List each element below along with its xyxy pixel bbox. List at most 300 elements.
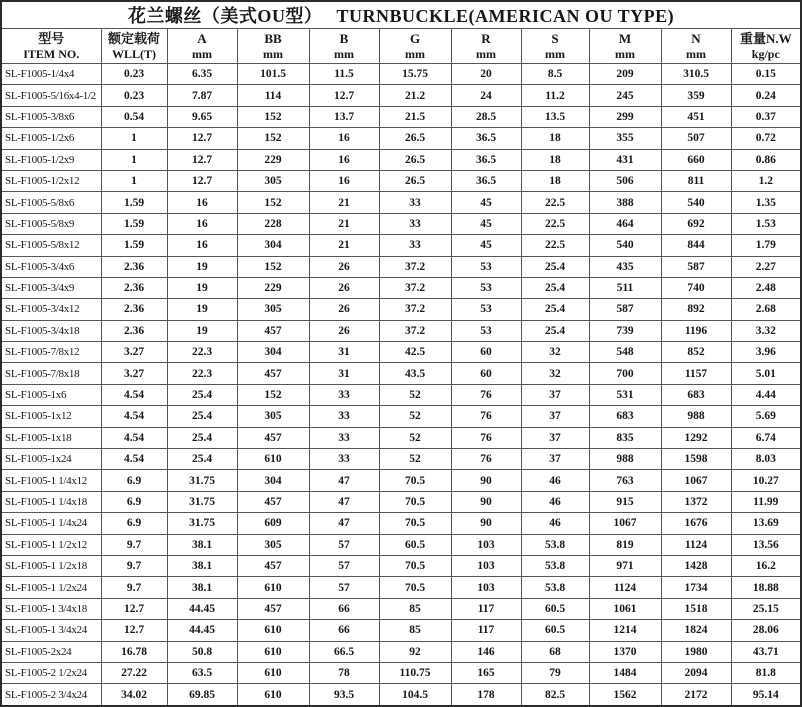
value-cell-b: 33 [309,427,379,448]
value-cell-m: 587 [589,299,661,320]
value-cell-bb: 152 [237,384,309,405]
value-cell-a: 31.75 [167,513,237,534]
col-header-label: BB [264,31,282,46]
col-header-label: 型号 [38,31,65,46]
table-row [1,449,801,470]
value-cell-weight: 2.68 [731,299,801,320]
value-cell-r: 103 [451,534,521,555]
value-cell-n: 692 [661,213,731,234]
value-cell-wll: 2.36 [101,256,167,277]
col-header-weight [731,29,801,64]
value-cell-wll: 0.23 [101,64,167,85]
value-cell-g: 37.2 [379,320,451,341]
value-cell-m: 1061 [589,598,661,619]
value-cell-b: 66 [309,620,379,641]
value-cell-g: 33 [379,213,451,234]
column-header-row [1,29,801,64]
table-row [1,256,801,277]
value-cell-s: 53.8 [521,577,589,598]
item-no-cell: SL-F1005-1/2x6 [1,128,101,149]
title-row [1,1,801,29]
value-cell-m: 355 [589,128,661,149]
item-no-cell: SL-F1005-1 1/2x24 [1,577,101,598]
value-cell-b: 78 [309,662,379,683]
value-cell-b: 13.7 [309,106,379,127]
value-cell-m: 835 [589,427,661,448]
value-cell-s: 68 [521,641,589,662]
value-cell-b: 21 [309,235,379,256]
value-cell-g: 37.2 [379,256,451,277]
table-row [1,106,801,127]
value-cell-r: 20 [451,64,521,85]
col-header-r [451,29,521,64]
value-cell-weight: 0.15 [731,64,801,85]
value-cell-weight: 5.69 [731,406,801,427]
value-cell-n: 359 [661,85,731,106]
value-cell-weight: 2.27 [731,256,801,277]
value-cell-r: 103 [451,577,521,598]
value-cell-n: 1824 [661,620,731,641]
value-cell-r: 24 [451,85,521,106]
table-row [1,684,801,706]
value-cell-weight: 28.06 [731,620,801,641]
value-cell-m: 988 [589,449,661,470]
value-cell-weight: 10.27 [731,470,801,491]
value-cell-a: 16 [167,213,237,234]
value-cell-wll: 6.9 [101,513,167,534]
col-header-label: S [551,31,559,46]
value-cell-g: 52 [379,427,451,448]
value-cell-wll: 4.54 [101,449,167,470]
value-cell-weight: 1.53 [731,213,801,234]
value-cell-b: 57 [309,577,379,598]
value-cell-s: 32 [521,342,589,363]
item-no-cell: SL-F1005-1 1/2x18 [1,555,101,576]
value-cell-a: 22.3 [167,342,237,363]
value-cell-weight: 81.8 [731,662,801,683]
value-cell-wll: 3.27 [101,342,167,363]
page-title [1,1,801,29]
value-cell-wll: 2.36 [101,320,167,341]
table-row [1,299,801,320]
col-header-n [661,29,731,64]
page-title-english: TURNBUCKLE(AMERICAN OU TYPE) [336,6,675,26]
value-cell-wll: 6.9 [101,470,167,491]
value-cell-g: 33 [379,192,451,213]
value-cell-s: 46 [521,513,589,534]
value-cell-g: 52 [379,384,451,405]
value-cell-bb: 457 [237,491,309,512]
value-cell-weight: 0.24 [731,85,801,106]
value-cell-b: 93.5 [309,684,379,706]
value-cell-wll: 1 [101,128,167,149]
value-cell-g: 26.5 [379,170,451,191]
value-cell-weight: 1.79 [731,235,801,256]
value-cell-m: 739 [589,320,661,341]
col-header-label: B [339,31,349,46]
value-cell-s: 18 [521,128,589,149]
value-cell-weight: 0.86 [731,149,801,170]
item-no-cell: SL-F1005-3/4x12 [1,299,101,320]
value-cell-a: 69.85 [167,684,237,706]
value-cell-b: 33 [309,449,379,470]
col-header-a [167,29,237,64]
value-cell-a: 22.3 [167,363,237,384]
value-cell-wll: 9.7 [101,555,167,576]
value-cell-b: 16 [309,128,379,149]
value-cell-a: 25.4 [167,406,237,427]
value-cell-r: 178 [451,684,521,706]
col-header-item [1,29,101,64]
value-cell-g: 92 [379,641,451,662]
table-row [1,662,801,683]
value-cell-bb: 610 [237,620,309,641]
value-cell-a: 19 [167,277,237,298]
value-cell-s: 18 [521,149,589,170]
col-header-bb [237,29,309,64]
value-cell-m: 506 [589,170,661,191]
value-cell-r: 103 [451,555,521,576]
value-cell-wll: 27.22 [101,662,167,683]
col-header-label: A [197,31,207,46]
value-cell-r: 45 [451,213,521,234]
value-cell-wll: 9.7 [101,534,167,555]
value-cell-g: 85 [379,598,451,619]
value-cell-bb: 457 [237,363,309,384]
table-body [1,64,801,706]
value-cell-r: 76 [451,384,521,405]
value-cell-bb: 457 [237,427,309,448]
value-cell-s: 25.4 [521,277,589,298]
value-cell-bb: 304 [237,235,309,256]
value-cell-g: 70.5 [379,513,451,534]
value-cell-bb: 305 [237,299,309,320]
value-cell-m: 683 [589,406,661,427]
value-cell-m: 209 [589,64,661,85]
value-cell-s: 22.5 [521,213,589,234]
value-cell-n: 1157 [661,363,731,384]
value-cell-a: 12.7 [167,170,237,191]
value-cell-b: 26 [309,299,379,320]
value-cell-weight: 3.96 [731,342,801,363]
item-no-cell: SL-F1005-1x12 [1,406,101,427]
value-cell-r: 76 [451,427,521,448]
page-title-chinese: 花兰螺丝（美式OU型） [127,6,323,26]
item-no-cell: SL-F1005-2 1/2x24 [1,662,101,683]
col-header-unit: mm [615,46,635,61]
value-cell-n: 540 [661,192,731,213]
value-cell-n: 1196 [661,320,731,341]
value-cell-n: 2172 [661,684,731,706]
value-cell-b: 26 [309,256,379,277]
value-cell-n: 683 [661,384,731,405]
value-cell-s: 18 [521,170,589,191]
value-cell-s: 82.5 [521,684,589,706]
value-cell-bb: 304 [237,470,309,491]
value-cell-m: 548 [589,342,661,363]
value-cell-b: 16 [309,170,379,191]
value-cell-a: 38.1 [167,534,237,555]
value-cell-bb: 610 [237,577,309,598]
value-cell-n: 1067 [661,470,731,491]
value-cell-wll: 0.23 [101,85,167,106]
table-row [1,149,801,170]
value-cell-wll: 34.02 [101,684,167,706]
table-row [1,513,801,534]
value-cell-r: 146 [451,641,521,662]
value-cell-r: 76 [451,406,521,427]
value-cell-b: 21 [309,192,379,213]
item-no-cell: SL-F1005-1x6 [1,384,101,405]
value-cell-m: 245 [589,85,661,106]
value-cell-g: 26.5 [379,149,451,170]
col-header-s [521,29,589,64]
value-cell-m: 1214 [589,620,661,641]
value-cell-m: 464 [589,213,661,234]
item-no-cell: SL-F1005-2x24 [1,641,101,662]
col-header-label: N [691,31,701,46]
value-cell-wll: 1 [101,170,167,191]
value-cell-g: 70.5 [379,470,451,491]
value-cell-b: 12.7 [309,85,379,106]
value-cell-weight: 1.2 [731,170,801,191]
value-cell-weight: 13.69 [731,513,801,534]
value-cell-wll: 3.27 [101,363,167,384]
value-cell-r: 76 [451,449,521,470]
value-cell-g: 70.5 [379,577,451,598]
value-cell-n: 1428 [661,555,731,576]
item-no-cell: SL-F1005-1x24 [1,449,101,470]
value-cell-a: 25.4 [167,449,237,470]
value-cell-b: 21 [309,213,379,234]
value-cell-g: 37.2 [379,277,451,298]
value-cell-bb: 610 [237,641,309,662]
value-cell-a: 9.65 [167,106,237,127]
value-cell-m: 700 [589,363,661,384]
value-cell-g: 33 [379,235,451,256]
value-cell-g: 60.5 [379,534,451,555]
value-cell-s: 13.5 [521,106,589,127]
value-cell-b: 47 [309,513,379,534]
value-cell-n: 1734 [661,577,731,598]
value-cell-m: 763 [589,470,661,491]
value-cell-wll: 6.9 [101,491,167,512]
value-cell-wll: 4.54 [101,427,167,448]
value-cell-r: 117 [451,598,521,619]
col-header-unit: mm [405,46,425,61]
value-cell-m: 531 [589,384,661,405]
value-cell-wll: 4.54 [101,406,167,427]
item-no-cell: SL-F1005-1 1/4x12 [1,470,101,491]
value-cell-a: 31.75 [167,470,237,491]
value-cell-s: 60.5 [521,598,589,619]
item-no-cell: SL-F1005-1/4x4 [1,64,101,85]
value-cell-b: 33 [309,406,379,427]
value-cell-wll: 9.7 [101,577,167,598]
value-cell-bb: 101.5 [237,64,309,85]
value-cell-weight: 4.44 [731,384,801,405]
value-cell-weight: 8.03 [731,449,801,470]
value-cell-m: 971 [589,555,661,576]
value-cell-g: 37.2 [379,299,451,320]
value-cell-n: 2094 [661,662,731,683]
value-cell-bb: 152 [237,128,309,149]
value-cell-bb: 610 [237,449,309,470]
table-row [1,85,801,106]
value-cell-a: 19 [167,256,237,277]
value-cell-n: 844 [661,235,731,256]
value-cell-r: 45 [451,235,521,256]
table-row [1,427,801,448]
value-cell-b: 26 [309,277,379,298]
col-header-label: M [618,31,632,46]
value-cell-wll: 1 [101,149,167,170]
value-cell-n: 1980 [661,641,731,662]
value-cell-r: 45 [451,192,521,213]
value-cell-b: 47 [309,491,379,512]
value-cell-a: 25.4 [167,427,237,448]
value-cell-m: 435 [589,256,661,277]
value-cell-a: 16 [167,235,237,256]
col-header-wll [101,29,167,64]
value-cell-s: 60.5 [521,620,589,641]
table-row [1,64,801,85]
value-cell-s: 79 [521,662,589,683]
value-cell-b: 11.5 [309,64,379,85]
value-cell-b: 66.5 [309,641,379,662]
value-cell-weight: 0.37 [731,106,801,127]
value-cell-r: 117 [451,620,521,641]
item-no-cell: SL-F1005-7/8x12 [1,342,101,363]
value-cell-r: 36.5 [451,170,521,191]
table-row [1,213,801,234]
value-cell-weight: 13.56 [731,534,801,555]
value-cell-weight: 2.48 [731,277,801,298]
value-cell-bb: 229 [237,149,309,170]
value-cell-n: 1124 [661,534,731,555]
table-row [1,192,801,213]
value-cell-s: 37 [521,384,589,405]
value-cell-bb: 228 [237,213,309,234]
col-header-label: G [409,31,421,46]
value-cell-r: 36.5 [451,149,521,170]
item-no-cell: SL-F1005-3/4x6 [1,256,101,277]
value-cell-s: 11.2 [521,85,589,106]
value-cell-r: 53 [451,320,521,341]
table-row [1,363,801,384]
value-cell-bb: 152 [237,256,309,277]
value-cell-a: 44.45 [167,620,237,641]
col-header-label: R [481,31,491,46]
value-cell-m: 431 [589,149,661,170]
value-cell-m: 388 [589,192,661,213]
value-cell-r: 60 [451,363,521,384]
value-cell-a: 38.1 [167,555,237,576]
value-cell-g: 104.5 [379,684,451,706]
table-row [1,170,801,191]
value-cell-bb: 610 [237,684,309,706]
value-cell-a: 44.45 [167,598,237,619]
item-no-cell: SL-F1005-1 1/4x18 [1,491,101,512]
value-cell-wll: 1.59 [101,235,167,256]
col-header-label: 额定载荷 [107,31,160,46]
value-cell-weight: 6.74 [731,427,801,448]
value-cell-m: 1067 [589,513,661,534]
value-cell-r: 90 [451,513,521,534]
value-cell-bb: 305 [237,406,309,427]
table-row [1,598,801,619]
value-cell-s: 37 [521,427,589,448]
value-cell-wll: 0.54 [101,106,167,127]
value-cell-g: 21.2 [379,85,451,106]
value-cell-n: 310.5 [661,64,731,85]
item-no-cell: SL-F1005-1 3/4x18 [1,598,101,619]
value-cell-r: 53 [451,299,521,320]
value-cell-wll: 2.36 [101,299,167,320]
value-cell-b: 26 [309,320,379,341]
value-cell-n: 1372 [661,491,731,512]
value-cell-s: 22.5 [521,235,589,256]
value-cell-m: 1562 [589,684,661,706]
item-no-cell: SL-F1005-5/8x12 [1,235,101,256]
value-cell-m: 511 [589,277,661,298]
value-cell-s: 46 [521,491,589,512]
value-cell-weight: 95.14 [731,684,801,706]
value-cell-bb: 152 [237,192,309,213]
col-header-unit: ITEM NO. [23,46,80,61]
value-cell-m: 1370 [589,641,661,662]
value-cell-s: 22.5 [521,192,589,213]
col-header-b [309,29,379,64]
value-cell-bb: 305 [237,534,309,555]
col-header-unit: mm [476,46,496,61]
value-cell-b: 31 [309,342,379,363]
value-cell-g: 52 [379,406,451,427]
col-header-unit: mm [545,46,565,61]
table-row [1,342,801,363]
value-cell-n: 740 [661,277,731,298]
value-cell-s: 46 [521,470,589,491]
value-cell-s: 25.4 [521,320,589,341]
value-cell-n: 1518 [661,598,731,619]
value-cell-a: 31.75 [167,491,237,512]
table-row [1,620,801,641]
value-cell-b: 33 [309,384,379,405]
value-cell-bb: 152 [237,106,309,127]
value-cell-a: 6.35 [167,64,237,85]
value-cell-s: 8.5 [521,64,589,85]
table-row [1,555,801,576]
value-cell-s: 37 [521,406,589,427]
value-cell-bb: 457 [237,598,309,619]
value-cell-weight: 25.15 [731,598,801,619]
col-header-unit: mm [686,46,706,61]
value-cell-s: 53.8 [521,534,589,555]
col-header-unit: kg/pc [751,46,780,61]
value-cell-n: 1292 [661,427,731,448]
value-cell-r: 90 [451,470,521,491]
value-cell-bb: 304 [237,342,309,363]
value-cell-bb: 114 [237,85,309,106]
table-row [1,384,801,405]
col-header-g [379,29,451,64]
value-cell-a: 50.8 [167,641,237,662]
value-cell-bb: 305 [237,170,309,191]
value-cell-bb: 609 [237,513,309,534]
value-cell-g: 42.5 [379,342,451,363]
value-cell-r: 36.5 [451,128,521,149]
value-cell-a: 19 [167,320,237,341]
